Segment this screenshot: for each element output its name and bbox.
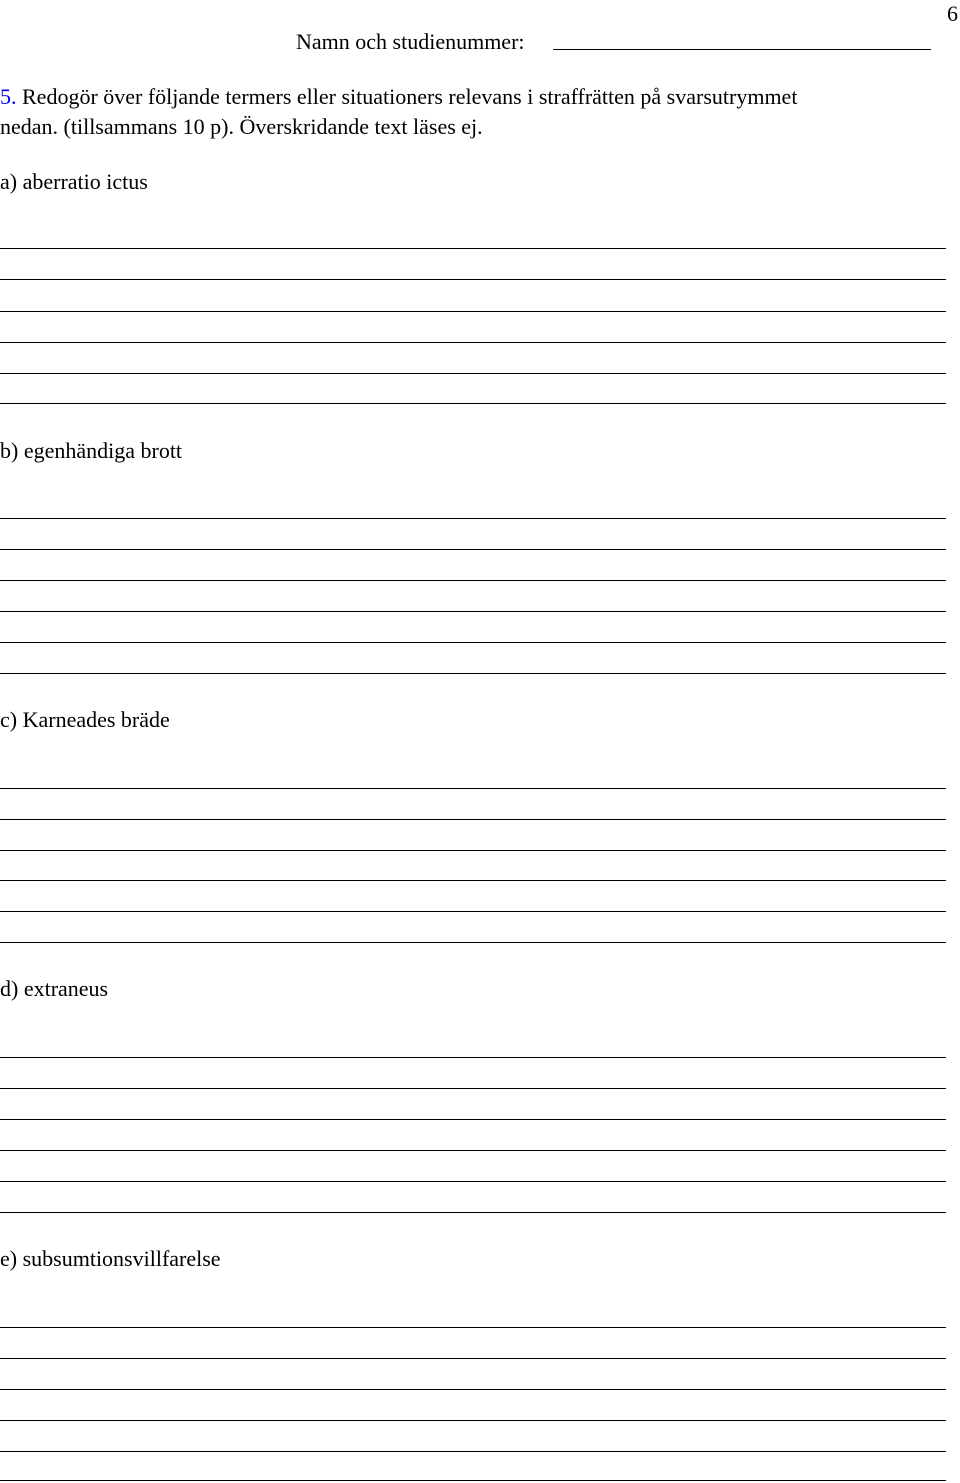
answer-line[interactable]	[0, 788, 946, 789]
question-text-line2: nedan. (tillsammans 10 p). Överskridande text läses ej.	[0, 114, 483, 139]
answer-line[interactable]	[0, 942, 946, 943]
answer-line[interactable]	[0, 880, 946, 881]
answer-line[interactable]	[0, 1480, 946, 1481]
section-label-e: e) subsumtionsvillfarelse	[0, 1246, 221, 1271]
answer-line[interactable]	[0, 1389, 946, 1390]
section-label-d: d) extraneus	[0, 976, 109, 1001]
answer-line[interactable]	[0, 1358, 946, 1359]
answer-line[interactable]	[0, 642, 946, 643]
answer-line[interactable]	[0, 403, 946, 404]
name-field-label: Namn och studienummer:	[296, 29, 525, 54]
answer-line[interactable]	[0, 279, 946, 280]
answer-line[interactable]	[0, 1150, 946, 1151]
name-field-line[interactable]	[553, 49, 931, 50]
answer-line[interactable]	[0, 549, 946, 550]
answer-line[interactable]	[0, 1327, 946, 1328]
page-number: 6	[947, 1, 958, 26]
answer-line[interactable]	[0, 611, 946, 612]
question-number: 5.	[0, 84, 17, 109]
answer-line[interactable]	[0, 850, 946, 851]
answer-line[interactable]	[0, 248, 946, 249]
answer-line[interactable]	[0, 1420, 946, 1421]
answer-line[interactable]	[0, 1212, 946, 1213]
question-text	[0, 82, 958, 142]
answer-line[interactable]	[0, 342, 946, 343]
answer-line[interactable]	[0, 1181, 946, 1182]
question-text-line1: Redogör över följande termers eller situationers relevans i straffrätten på svarsutrymmet	[16, 84, 798, 109]
section-label-c: c) Karneades bräde	[0, 707, 170, 732]
answer-line[interactable]	[0, 1119, 946, 1120]
answer-line[interactable]	[0, 673, 946, 674]
answer-line[interactable]	[0, 373, 946, 374]
answer-line[interactable]	[0, 1088, 946, 1089]
section-label-a: a) aberratio ictus	[0, 169, 148, 194]
answer-line[interactable]	[0, 1451, 946, 1452]
answer-line[interactable]	[0, 311, 946, 312]
answer-line[interactable]	[0, 518, 946, 519]
answer-line[interactable]	[0, 580, 946, 581]
answer-line[interactable]	[0, 1057, 946, 1058]
answer-line[interactable]	[0, 819, 946, 820]
answer-line[interactable]	[0, 911, 946, 912]
section-label-b: b) egenhändiga brott	[0, 438, 183, 463]
